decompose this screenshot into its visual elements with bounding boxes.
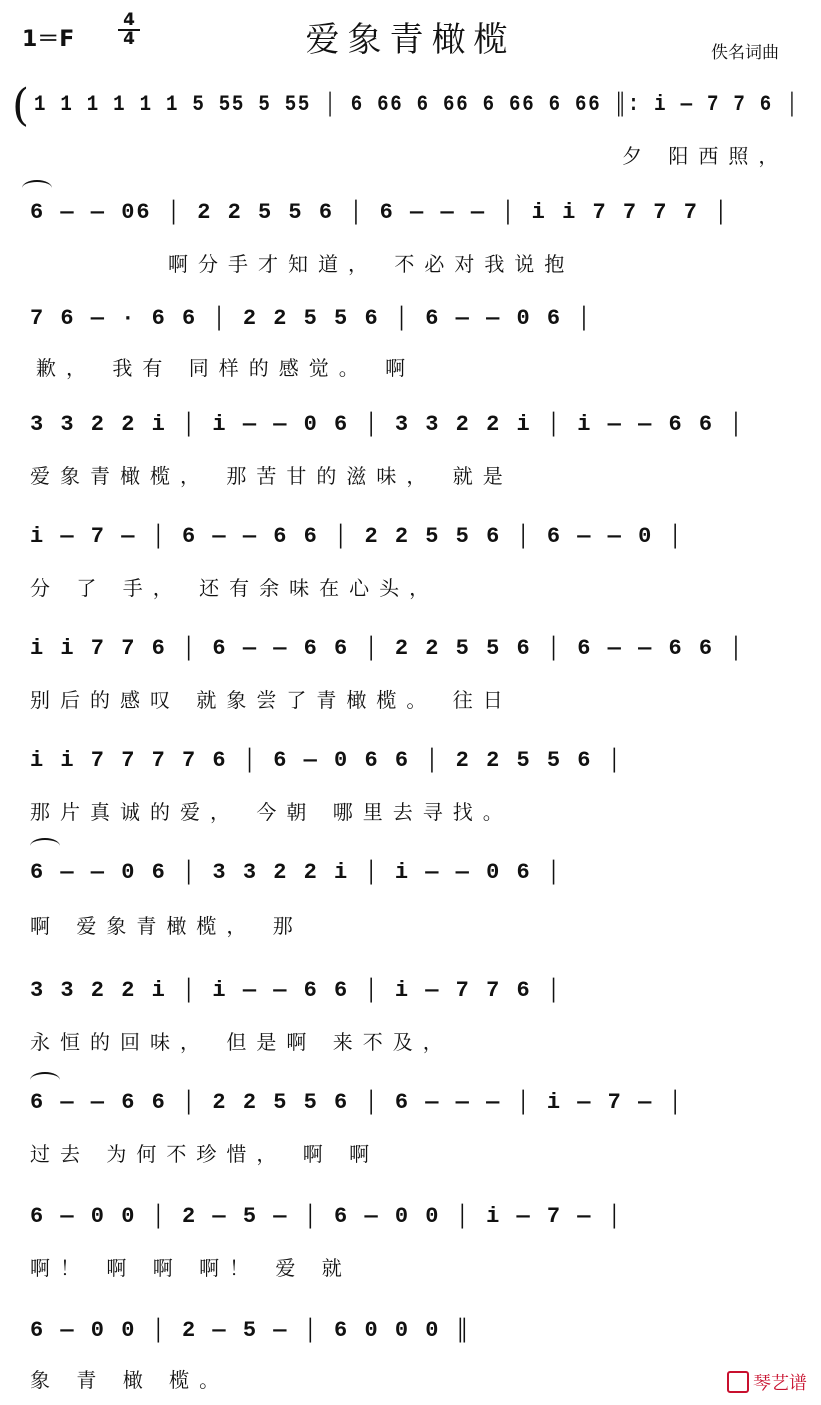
lyric-row: 啊 爱象青橄榄， 那	[30, 914, 303, 938]
notation-row: 1 1 1 1 1 1 5 55 5 55 │ 6 66 6 66 6 66 6 66 ║: i — 7 7 6 │	[34, 92, 800, 117]
slur-mark	[30, 838, 60, 854]
lyric-row: 歉， 我有 同样的感觉。 啊	[36, 356, 416, 380]
lyric-row: 啊分手才知道， 不必对我说抱	[168, 252, 575, 276]
lyric-row: 分 了 手， 还有余味在心头，	[30, 576, 440, 600]
notation-row: 6 — 0 0 │ 2 — 5 — │ 6 0 0 0 ║	[30, 1318, 471, 1343]
notation-row: i i 7 7 6 │ 6 — — 6 6 │ 2 2 5 5 6 │ 6 — — 6 6 │	[30, 636, 745, 661]
time-signature-top: 4	[123, 10, 135, 30]
notation-row: 3 3 2 2 i │ i — — 0 6 │ 3 3 2 2 i │ i — — 6 6 │	[30, 412, 745, 437]
logo-icon	[727, 1371, 749, 1393]
lyric-row: 永恒的回味， 但是啊 来不及，	[30, 1030, 453, 1054]
logo-text: 琴艺谱	[753, 1373, 807, 1394]
lyric-row: 夕 阳西照，	[622, 144, 789, 168]
song-title: 爱象青橄榄	[305, 20, 516, 60]
lyric-row: 过去 为何不珍惜， 啊 啊	[30, 1142, 380, 1166]
slur-mark	[30, 1072, 60, 1088]
notation-row: 6 — — 6 6 │ 2 2 5 5 6 │ 6 — — — │ i — 7 — │	[30, 1090, 684, 1115]
notation-row: 6 — — 06 │ 2 2 5 5 6 │ 6 — — — │ i i 7 7 7 7 │	[30, 200, 730, 225]
lyric-row: 那片真诚的爱， 今朝 哪里去寻找。	[30, 800, 513, 824]
site-logo	[727, 1369, 807, 1395]
notation-row: 6 — 0 0 │ 2 — 5 — │ 6 — 0 0 │ i — 7 — │	[30, 1204, 623, 1229]
notation-row: i i 7 7 7 7 6 │ 6 — 0 6 6 │ 2 2 5 5 6 │	[30, 748, 623, 773]
notation-row: 6 — — 0 6 │ 3 3 2 2 i │ i — — 0 6 │	[30, 860, 563, 885]
lyric-row: 啊！ 啊 啊 啊！ 爱 就	[30, 1256, 352, 1280]
intro-open-paren: (	[12, 80, 30, 131]
key-signature: 1＝F	[22, 27, 75, 52]
time-signature-bottom: 4	[118, 29, 140, 48]
notation-row: 3 3 2 2 i │ i — — 6 6 │ i — 7 7 6 │	[30, 978, 563, 1003]
notation-row: 7 6 — · 6 6 │ 2 2 5 5 6 │ 6 — — 0 6 │	[30, 306, 593, 331]
lyric-row: 别后的感叹 就象尝了青橄榄。 往日	[30, 688, 513, 712]
author-credit: 佚名词曲	[711, 43, 779, 63]
slur-mark	[22, 180, 52, 196]
lyric-row: 爱象青橄榄， 那苦甘的滋味， 就是	[30, 464, 513, 488]
notation-row: i — 7 — │ 6 — — 6 6 │ 2 2 5 5 6 │ 6 — — 0 │	[30, 524, 684, 549]
lyric-row: 象 青 橄 榄。	[30, 1368, 230, 1392]
